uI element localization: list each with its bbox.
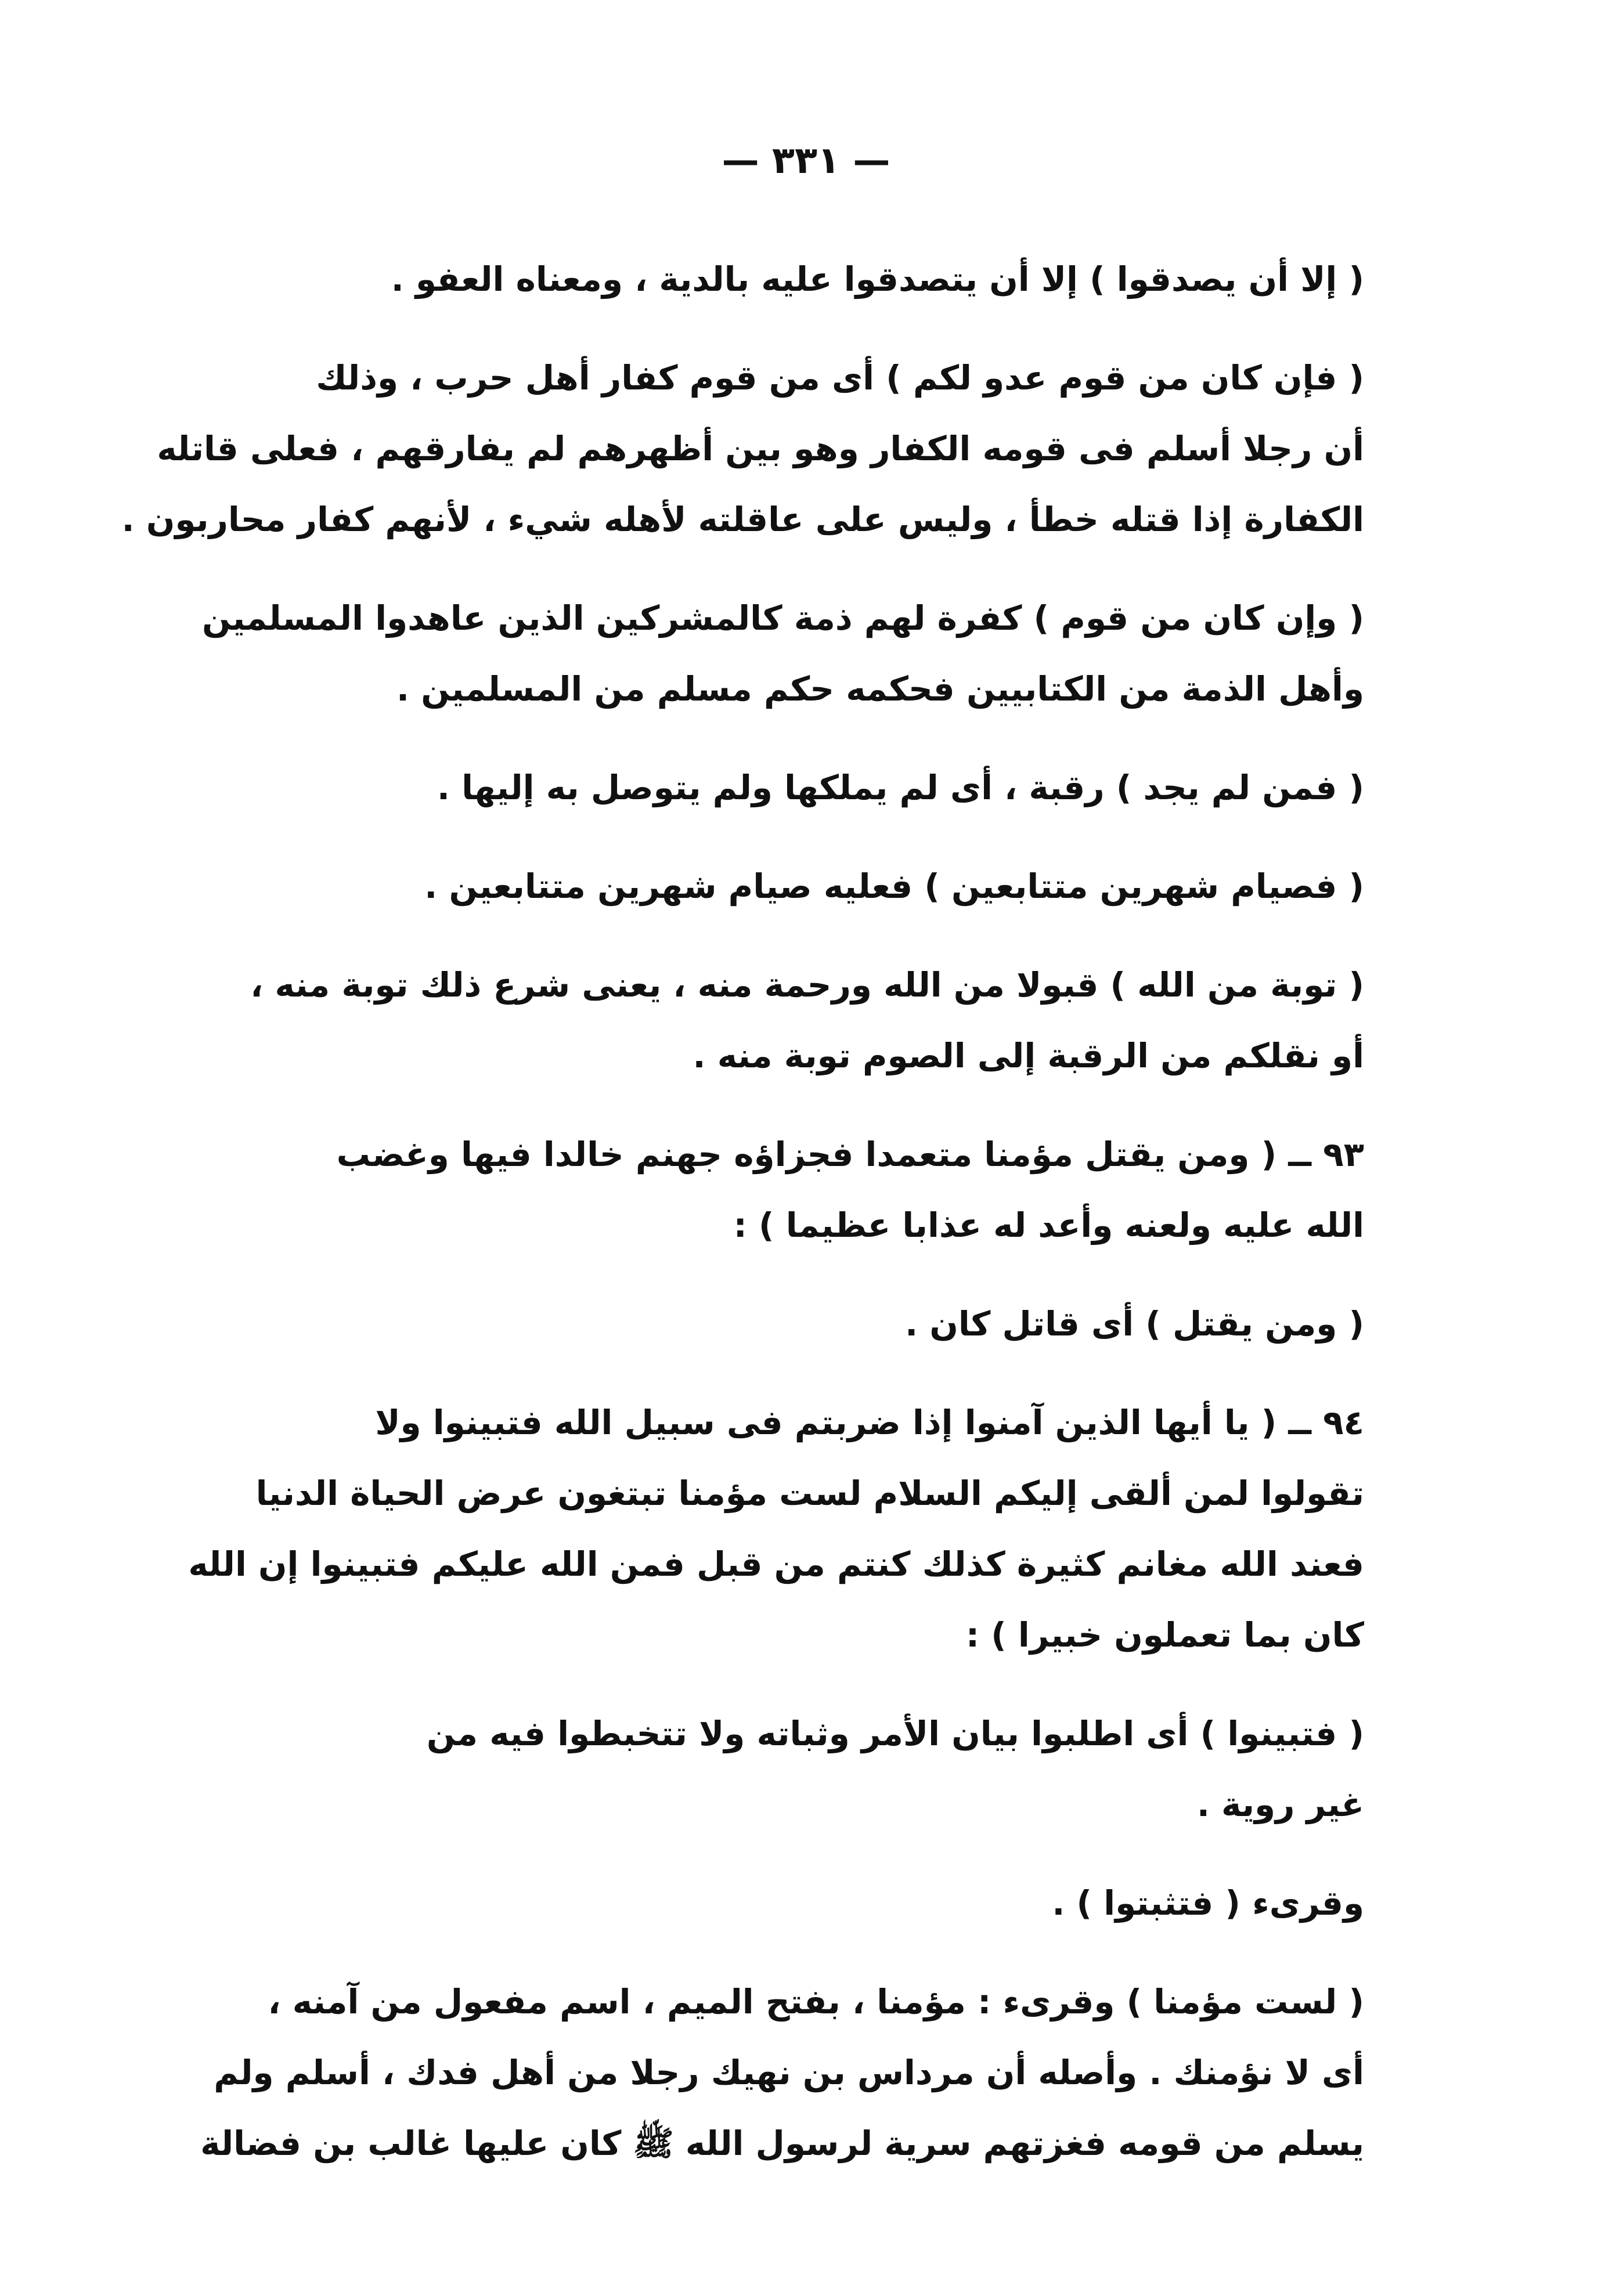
text-line: ( ومن يقتل ) أى قاتل كان . xyxy=(905,1304,1364,1344)
text-line: تقولوا لمن ألقى إليكم السلام لست مؤمنا تبتغون عرض الحياة الدنيا xyxy=(255,1474,1364,1513)
text-line: ٩٣ ــ ( ومن يقتل مؤمنا متعمدا فجزاؤه جهنم خالدا فيها وغضب xyxy=(336,1135,1364,1174)
text-line: ( فصيام شهرين متتابعين ) فعليه صيام شهرين متتابعين . xyxy=(424,867,1364,906)
text-line: ( فتبينوا ) أى اطلبوا بيان الأمر وثباته ولا تتخبطوا فيه من xyxy=(426,1714,1364,1753)
text-line: الكفارة إذا قتله خطأ ، وليس على عاقلته لأهله شيء ، لأنهم كفار محاربون . xyxy=(121,500,1364,539)
text-line: ٩٤ ــ ( يا أيها الذين آمنوا إذا ضربتم فى سبيل الله فتبينوا ولا xyxy=(375,1403,1364,1442)
paragraph xyxy=(202,583,1364,724)
text-line: فعند الله مغانم كثيرة كذلك كنتم من قبل فمن الله عليكم فتبينوا إن الله xyxy=(188,1544,1364,1584)
text-line: ( وإن كان من قوم ) كفرة لهم ذمة كالمشركين الذين عاهدوا المسلمين xyxy=(202,598,1364,638)
page-number: — ٣٣١ — xyxy=(722,139,890,182)
text-line: أى لا نؤمنك . وأصله أن مرداس بن نهيك رجلا من أهل فدك ، أسلم ولم xyxy=(214,2053,1364,2092)
text-line: يسلم من قومه فغزتهم سرية لرسول الله ﷺ كان عليها غالب بن فضالة xyxy=(200,2124,1364,2163)
text-line: الله عليه ولعنه وأعد له عذابا عظيما ) : xyxy=(733,1205,1364,1245)
text-line: أو نقلكم من الرقبة إلى الصوم توبة منه . xyxy=(693,1036,1364,1075)
paragraph xyxy=(121,342,1364,555)
text-line: غير روية . xyxy=(1196,1785,1364,1824)
text-line: وأهل الذمة من الكتابيين فحكمه حكم مسلم من المسلمين . xyxy=(396,669,1364,709)
paragraph xyxy=(250,950,1364,1091)
text-line: ( لست مؤمنا ) وقرىء : مؤمنا ، بفتح الميم ، اسم مفعول من آمنه ، xyxy=(268,1982,1364,2021)
paragraph xyxy=(273,851,1364,922)
paragraph xyxy=(273,1119,1364,1261)
paragraph xyxy=(273,752,1364,823)
paragraph xyxy=(273,1288,1364,1359)
text-line: أن رجلا أسلم فى قومه الكفار وهو بين أظهرهم لم يفارقهم ، فعلى قاتله xyxy=(157,429,1364,468)
text-line: وقرىء ( فتثبتوا ) . xyxy=(1052,1883,1364,1923)
text-line: ( توبة من الله ) قبولا من الله ورحمة منه ، يعنى شرع ذلك توبة منه ، xyxy=(250,965,1364,1005)
paragraph xyxy=(273,1868,1364,1938)
text-line: كان بما تعملون خبيرا ) : xyxy=(965,1615,1364,1655)
text-body xyxy=(121,244,1364,2207)
paragraph xyxy=(273,1698,1364,1840)
paragraph xyxy=(273,244,1364,315)
text-line: ( إلا أن يصدقوا ) إلا أن يتصدقوا عليه بالدية ، ومعناه العفو . xyxy=(391,259,1364,299)
text-line: ( فمن لم يجد ) رقبة ، أى لم يملكها ولم يتوصل به إليها . xyxy=(437,768,1364,807)
paragraph xyxy=(200,1966,1364,2179)
text-line: ( فإن كان من قوم عدو لكم ) أى من قوم كفار أهل حرب ، وذلك xyxy=(316,358,1364,398)
paragraph xyxy=(188,1387,1364,1670)
